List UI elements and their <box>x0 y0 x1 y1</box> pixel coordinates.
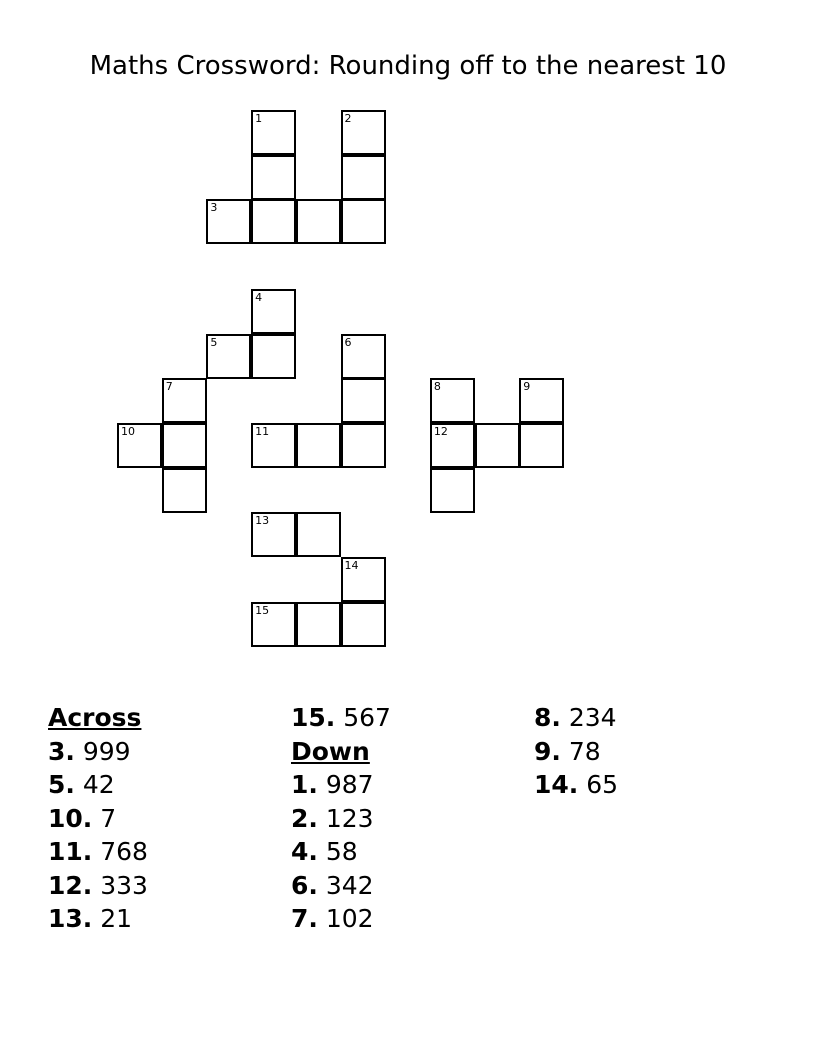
clue-number: 7. <box>291 904 318 933</box>
clue-item <box>48 735 148 769</box>
clue-value: 65 <box>586 770 619 799</box>
crossword-cell[interactable] <box>296 512 341 557</box>
clue-number: 8. <box>534 703 561 732</box>
crossword-cell[interactable] <box>162 423 207 468</box>
clue-number: 13. <box>48 904 93 933</box>
clue-item <box>48 902 148 936</box>
clue-value: 78 <box>568 736 601 766</box>
clues-column-3 <box>534 701 618 802</box>
crossword-cell[interactable] <box>341 557 386 602</box>
page-title: Maths Crossword: Rounding off to the nearest 10 <box>89 51 727 81</box>
clue-value: 123 <box>325 803 374 833</box>
clue-number: 4. <box>291 837 318 866</box>
clue-number: 9. <box>534 736 561 766</box>
clue-item <box>291 768 391 802</box>
cell-number: 11 <box>255 424 270 438</box>
clue-number: 11. <box>48 837 93 866</box>
clue-number: 10. <box>48 803 93 833</box>
clue-item <box>534 768 618 802</box>
crossword-cell[interactable] <box>430 468 475 513</box>
clue-number: 12. <box>48 870 93 900</box>
crossword-cell[interactable] <box>117 423 162 468</box>
crossword-cell[interactable] <box>341 423 386 468</box>
clue-value: 567 <box>343 703 391 732</box>
crossword-cell[interactable] <box>251 289 296 334</box>
crossword-cell[interactable] <box>251 602 296 647</box>
cell-number: 14 <box>344 559 359 572</box>
crossword-cell[interactable] <box>251 512 296 557</box>
crossword-cell[interactable] <box>162 378 207 423</box>
crossword-cell[interactable] <box>206 334 251 379</box>
clue-value: 58 <box>325 837 358 866</box>
clue-number: 15. <box>291 703 336 732</box>
crossword-cell[interactable] <box>251 423 296 468</box>
clue-item <box>291 835 391 869</box>
cell-number: 8 <box>433 380 441 394</box>
clue-value: 342 <box>325 870 374 900</box>
clue-item <box>48 802 148 836</box>
crossword-cell[interactable] <box>296 423 341 468</box>
crossword-cell[interactable] <box>341 110 386 155</box>
crossword-cell[interactable] <box>341 378 386 423</box>
clue-value: 102 <box>325 904 374 933</box>
clue-item <box>291 802 391 836</box>
clue-heading: Down <box>291 736 370 766</box>
cell-number: 9 <box>523 380 531 394</box>
crossword-cell[interactable] <box>251 199 296 244</box>
clue-number: 2. <box>291 803 318 833</box>
crossword-cell[interactable] <box>206 199 251 244</box>
cell-number: 3 <box>210 201 218 215</box>
clue-number: 1. <box>291 770 318 799</box>
clues-column-2 <box>291 701 391 936</box>
cell-number: 12 <box>433 424 448 438</box>
cell-number: 5 <box>210 335 218 349</box>
clue-item <box>48 835 148 869</box>
clue-value: 768 <box>100 837 148 866</box>
crossword-cell[interactable] <box>430 378 475 423</box>
crossword-cell[interactable] <box>341 602 386 647</box>
crossword-cell[interactable] <box>341 334 386 379</box>
clue-item <box>534 701 618 735</box>
crossword-cell[interactable] <box>251 334 296 379</box>
cell-number: 15 <box>255 603 270 617</box>
cell-number: 7 <box>165 380 173 394</box>
cell-number: 4 <box>255 290 263 304</box>
crossword-cell[interactable] <box>475 423 520 468</box>
clue-number: 6. <box>291 870 318 900</box>
clues-column-1 <box>48 701 148 936</box>
clue-number: 3. <box>48 736 75 766</box>
clue-value: 21 <box>100 904 133 933</box>
cell-number: 1 <box>255 112 263 125</box>
clue-value: 999 <box>82 736 131 766</box>
clue-number: 5. <box>48 770 75 799</box>
clue-value: 234 <box>568 703 617 732</box>
clue-heading: Across <box>48 703 142 732</box>
crossword-cell[interactable] <box>251 110 296 155</box>
crossword-cell[interactable] <box>162 468 207 513</box>
crossword-cell[interactable] <box>519 423 564 468</box>
clue-value: 7 <box>100 803 117 833</box>
crossword-cell[interactable] <box>341 155 386 200</box>
crossword-cell[interactable] <box>430 423 475 468</box>
cell-number: 10 <box>121 424 135 438</box>
clue-item <box>291 902 391 936</box>
clue-value: 987 <box>325 770 374 799</box>
cell-number: 2 <box>344 112 352 125</box>
crossword-cell[interactable] <box>519 378 564 423</box>
crossword-cell[interactable] <box>251 155 296 200</box>
clue-item <box>291 869 391 903</box>
crossword-cell[interactable] <box>341 199 386 244</box>
clue-value: 333 <box>100 870 148 900</box>
crossword-cell[interactable] <box>296 602 341 647</box>
clue-item <box>291 701 391 735</box>
clue-number: 14. <box>534 770 579 799</box>
clue-item <box>48 768 148 802</box>
cell-number: 6 <box>344 335 352 349</box>
cell-number: 13 <box>255 514 270 528</box>
clue-item <box>534 735 618 769</box>
clue-item <box>48 869 148 903</box>
clue-value: 42 <box>82 770 115 799</box>
crossword-cell[interactable] <box>296 199 341 244</box>
